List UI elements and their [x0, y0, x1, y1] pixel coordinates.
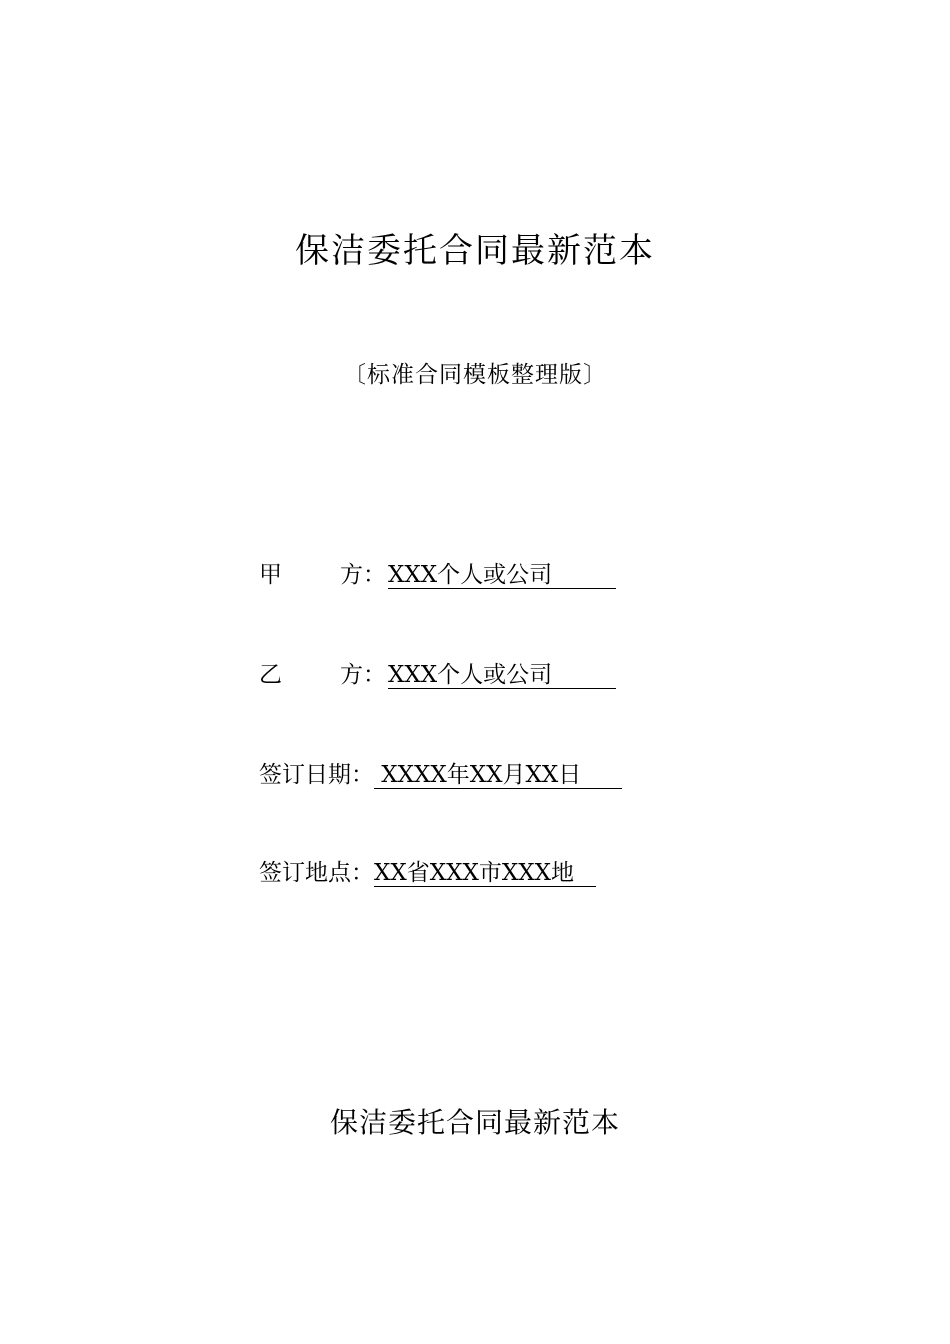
party-b-value: XXX个人或公司 [388, 662, 616, 689]
signing-date-field [259, 758, 622, 792]
signing-date-label: 签订日期： [259, 762, 374, 788]
party-b-label-last: 方： [340, 662, 386, 688]
party-a-label-last: 方： [340, 562, 386, 588]
document-subtitle: 〔标准合同模板整理版〕 [343, 362, 607, 388]
signing-place-label: 签订地点： [259, 860, 374, 886]
party-a-value: XXX个人或公司 [388, 562, 616, 589]
party-b-label [259, 658, 388, 692]
signing-place-field [259, 856, 596, 890]
document-title: 保洁委托合同最新范本 [295, 231, 655, 271]
party-a-field [259, 558, 616, 592]
signing-place-value: XX省XXX市XXX地 [374, 860, 596, 887]
party-b-label-first: 乙 [259, 662, 282, 688]
party-a-label-first: 甲 [259, 562, 282, 588]
party-b-field [259, 658, 616, 692]
footer-title: 保洁委托合同最新范本 [329, 1106, 620, 1139]
party-a-label [259, 558, 388, 592]
signing-date-value: XXXX年XX月XX日 [374, 762, 622, 789]
